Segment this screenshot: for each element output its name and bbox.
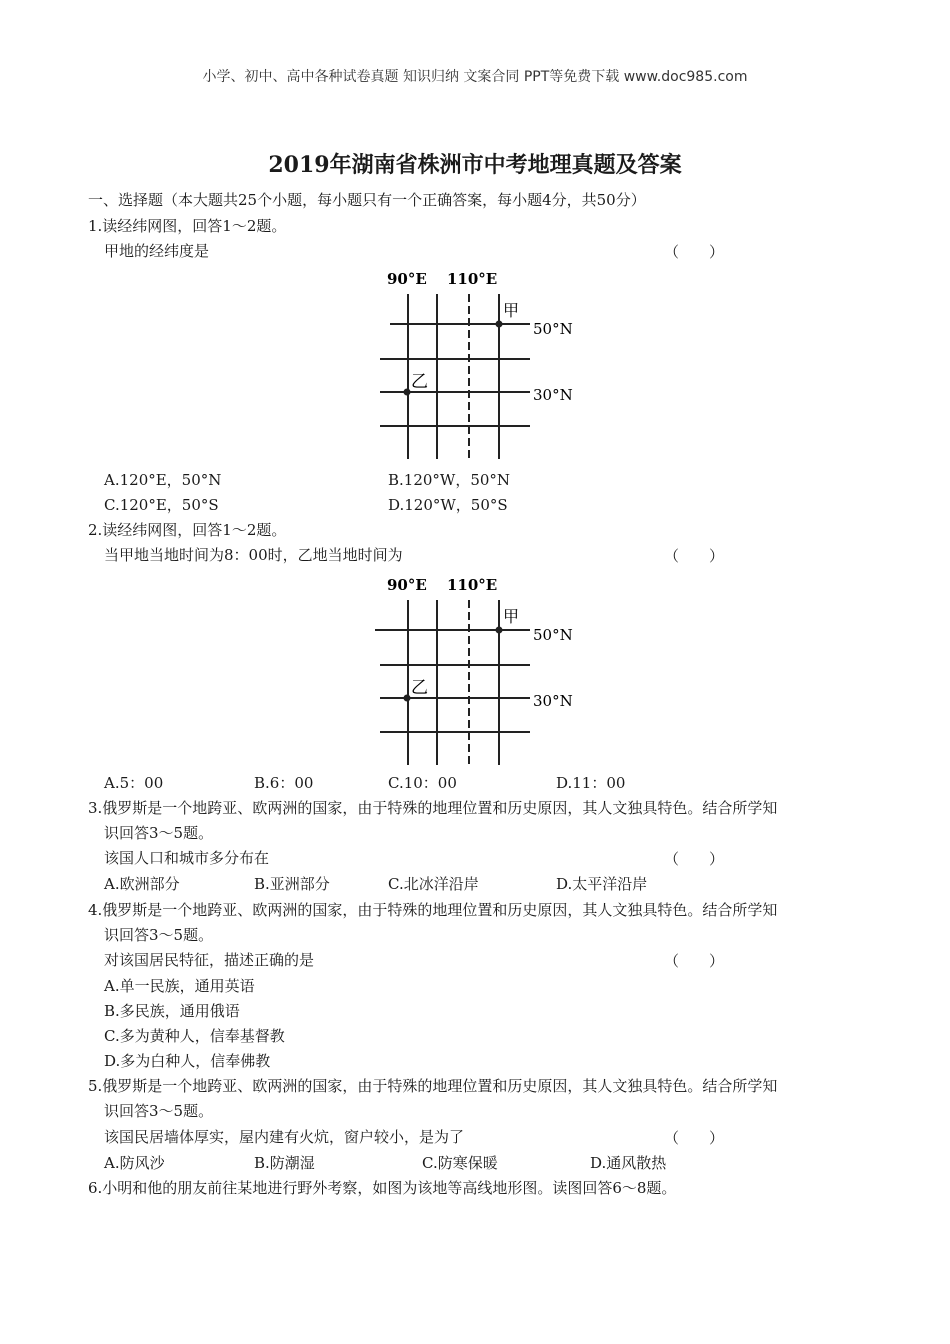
point-jia-label: 甲 bbox=[503, 301, 520, 320]
page-header: 小学、初中、高中各种试卷真题 知识归纳 文案合同 PPT等免费下载 www.doc985.com bbox=[202, 69, 748, 85]
q2-graticule-map bbox=[370, 570, 600, 770]
q5-answer-blank: （ ） bbox=[664, 1129, 725, 1147]
point-jia-marker bbox=[496, 627, 503, 634]
q5-intro-line2: 识回答3～5题。 bbox=[104, 1102, 214, 1120]
q3-option-d: D.太平洋沿岸 bbox=[556, 875, 648, 893]
q3-intro-line1: 3.俄罗斯是一个地跨亚、欧两洲的国家，由于特殊的地理位置和历史原因，其人文独具特色。结合所学知 bbox=[88, 799, 778, 817]
lon-90e-label: 90°E bbox=[387, 270, 427, 288]
q2-option-b: B.6：00 bbox=[254, 774, 314, 792]
point-yi-label: 乙 bbox=[411, 372, 428, 392]
q5-option-d: D.通风散热 bbox=[590, 1154, 667, 1172]
q4-option-d: D.多为白种人，信奉佛教 bbox=[104, 1052, 271, 1070]
q4-option-a: A.单一民族，通用英语 bbox=[104, 977, 255, 995]
q1-option-c: C.120°E，50°S bbox=[104, 496, 219, 514]
point-yi-marker bbox=[404, 695, 411, 702]
q2-answer-blank: （ ） bbox=[664, 547, 725, 565]
q4-intro-line1: 4.俄罗斯是一个地跨亚、欧两洲的国家，由于特殊的地理位置和历史原因，其人文独具特色。结合所学知 bbox=[88, 901, 778, 919]
q3-intro-line2: 识回答3～5题。 bbox=[104, 824, 214, 842]
lat-50n-label: 50°N bbox=[533, 320, 573, 338]
lon-110e-label: 110°E bbox=[447, 270, 498, 288]
point-yi-marker bbox=[404, 389, 411, 396]
lat-30n-label: 30°N bbox=[533, 386, 573, 404]
q4-option-c: C.多为黄种人，信奉基督教 bbox=[104, 1027, 285, 1045]
q3-option-c: C.北冰洋沿岸 bbox=[388, 875, 479, 893]
q4-option-b: B.多民族，通用俄语 bbox=[104, 1002, 240, 1020]
q2-option-c: C.10：00 bbox=[388, 774, 457, 792]
lon-110e-label: 110°E bbox=[447, 576, 498, 594]
q5-option-c: C.防寒保暖 bbox=[422, 1154, 498, 1172]
lat-30n-label: 30°N bbox=[533, 692, 573, 710]
q6-intro: 6.小明和他的朋友前往某地进行野外考察，如图为该地等高线地形图。读图回答6～8题。 bbox=[88, 1179, 677, 1197]
q5-option-b: B.防潮湿 bbox=[254, 1154, 315, 1172]
q4-intro-line2: 识回答3～5题。 bbox=[104, 926, 214, 944]
q2-option-d: D.11：00 bbox=[556, 774, 626, 792]
lat-50n-label: 50°N bbox=[533, 626, 573, 644]
q3-option-b: B.亚洲部分 bbox=[254, 875, 330, 893]
lon-90e-label: 90°E bbox=[387, 576, 427, 594]
q2-intro: 2.读经纬网图，回答1～2题。 bbox=[88, 521, 287, 539]
q1-option-b: B.120°W，50°N bbox=[388, 471, 511, 489]
q5-intro-line1: 5.俄罗斯是一个地跨亚、欧两洲的国家，由于特殊的地理位置和历史原因，其人文独具特色。结合所学知 bbox=[88, 1077, 778, 1095]
q1-intro: 1.读经纬网图，回答1～2题。 bbox=[88, 217, 287, 235]
q1-answer-blank: （ ） bbox=[664, 243, 725, 261]
q1-stem: 甲地的经纬度是 bbox=[104, 242, 210, 260]
q3-answer-blank: （ ） bbox=[664, 850, 725, 868]
section-heading: 一、选择题（本大题共25个小题，每小题只有一个正确答案，每小题4分，共50分） bbox=[88, 191, 646, 209]
q1-graticule-map bbox=[370, 264, 600, 464]
q2-option-a: A.5：00 bbox=[104, 774, 164, 792]
q1-option-d: D.120°W，50°S bbox=[388, 496, 508, 514]
point-jia-label: 甲 bbox=[503, 607, 520, 626]
page-title: 2019年湖南省株洲市中考地理真题及答案 bbox=[268, 152, 682, 178]
point-yi-label: 乙 bbox=[411, 678, 428, 698]
q5-stem: 该国民居墙体厚实，屋内建有火炕，窗户较小，是为了 bbox=[104, 1128, 465, 1146]
point-jia-marker bbox=[496, 321, 503, 328]
q1-option-a: A.120°E，50°N bbox=[104, 471, 222, 489]
q2-stem: 当甲地当地时间为8：00时，乙地当地时间为 bbox=[104, 546, 403, 564]
q3-stem: 该国人口和城市多分布在 bbox=[104, 849, 270, 867]
q4-answer-blank: （ ） bbox=[664, 952, 725, 970]
q5-option-a: A.防风沙 bbox=[104, 1154, 165, 1172]
q3-option-a: A.欧洲部分 bbox=[104, 875, 180, 893]
q4-stem: 对该国居民特征，描述正确的是 bbox=[104, 951, 315, 969]
